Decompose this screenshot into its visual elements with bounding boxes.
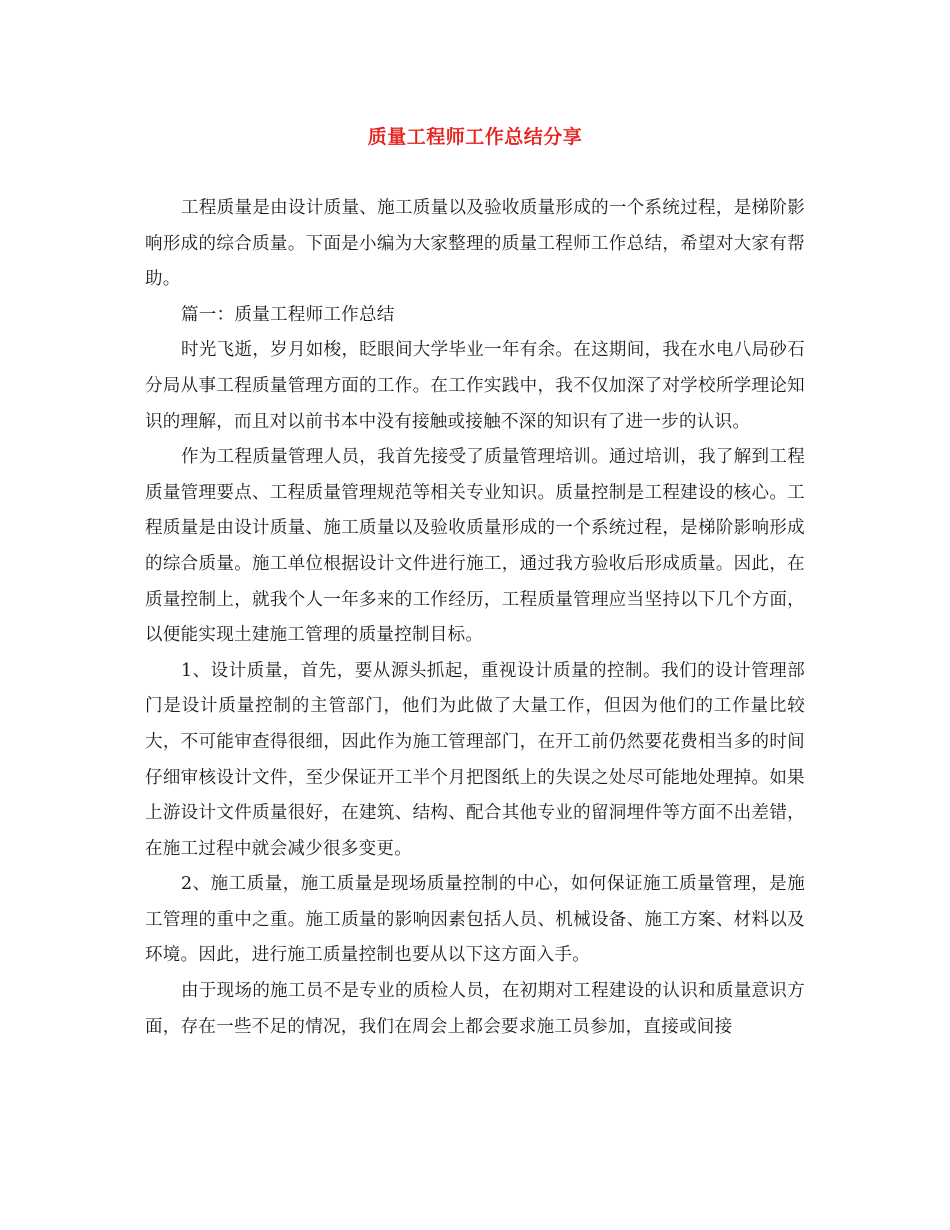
paragraph: 1、设计质量，首先，要从源头抓起，重视设计质量的控制。我们的设计管理部门是设计质量控制的主管部门，他们为此做了大量工作，但因为他们的工作量比较大，不可能审查得很细，因此作为施工管理部门，在开工前仍然要花费相当多的时间仔细审核设计文件，至少保证开工半个月把图纸上的失误之处尽可能地处理掉。如果上游设计文件质量很好，在建筑、结构、配合其他专业的留洞埋件等方面不出差错，在施工过程中就会减少很多变更。: [145, 660, 805, 859]
paragraph: 作为工程质量管理人员，我首先接受了质量管理培训。通过培训，我了解到工程质量管理要点、工程质量管理规范等相关专业知识。质量控制是工程建设的核心。工程质量是由设计质量、施工质量以及验收质量形成的一个系统过程，是梯阶影响形成的综合质量。施工单位根据设计文件进行施工，通过我方验收后形成质量。因此，在质量控制上，就我个人一年多来的工作经历，工程质量管理应当坚持以下几个方面，以便能实现土建施工管理的质量控制目标。: [145, 447, 805, 646]
section-heading: 篇一：质量工程师工作总结: [181, 304, 395, 325]
paragraph: 时光飞逝，岁月如梭，眨眼间大学毕业一年有余。在这期间，我在水电八局砂石分局从事工程质量管理方面的工作。在工作实践中，我不仅加深了对学校所学理论知识的理解，而且对以前书本中没有接触或接触不深的知识有了进一步的认识。: [145, 340, 805, 432]
paragraph-intro: 工程质量是由设计质量、施工质量以及验收质量形成的一个系统过程，是梯阶影响形成的综合质量。下面是小编为大家整理的质量工程师工作总结，希望对大家有帮助。: [145, 198, 805, 290]
paragraph: 由于现场的施工员不是专业的质检人员，在初期对工程建设的认识和质量意识方面，存在一些不足的情况，我们在周会上都会要求施工员参加，直接或间接: [145, 981, 805, 1037]
document-body: [145, 191, 805, 1045]
document-title: 质量工程师工作总结分享: [367, 126, 583, 148]
paragraph: 2、施工质量，施工质量是现场质量控制的中心，如何保证施工质量管理，是施工管理的重中之重。施工质量的影响因素包括人员、机械设备、施工方案、材料以及环境。因此，进行施工质量控制也要从以下这方面入手。: [145, 874, 805, 966]
